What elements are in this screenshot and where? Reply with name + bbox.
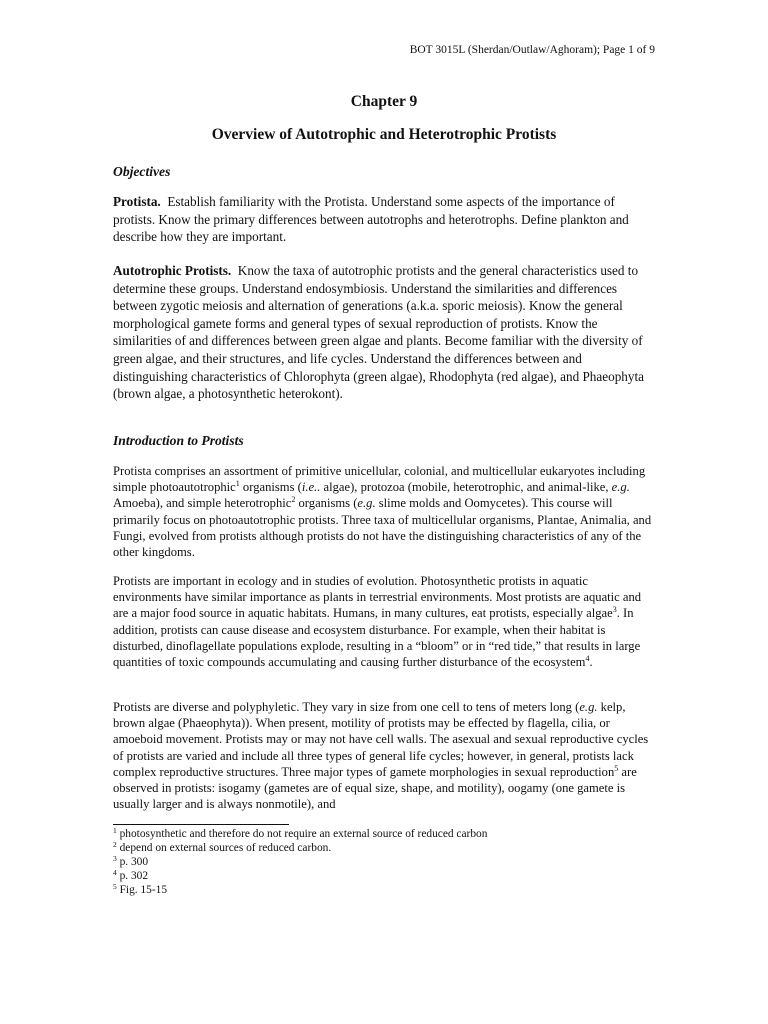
intro-paragraph-3 [113, 699, 653, 812]
p1-eg-2: e.g. [357, 496, 376, 511]
protista-paragraph [113, 193, 653, 246]
footnote-2: $^2$ depend on external sources of reduced carbon. [113, 839, 332, 854]
footnote-1: $^1$ photosynthetic and therefore do not require an external source of reduced carbon [113, 826, 488, 840]
autotrophic-text: Know the taxa of autotrophic protists and the general characteristics used to determine these groups. Understand endosymbiosis. Understand the similarities and differences between zygotic meiosis and alternation of generations (a.k.a. sporic meiosis). Know the general morphological gamete forms and general types of sexual reproduction of protists. Know the similarities of and differences between green algae and plants. Become familiar with the diversity of green algae, and their structures, and life cycles. Understand the differences between and distinguishing characteristics of Chlorophyta (green algae), Rhodophyta (red algae), and Phaeophyta (brown algae, a photosynthetic heterokont). [113, 263, 644, 402]
p3-text-a: Protists are diverse and polyphyletic. They vary in size from one cell to tens of meters long ( [113, 700, 580, 714]
autotrophic-label: Autotrophic Protists. [113, 263, 232, 278]
p1-ie: i.e.. [301, 480, 321, 495]
footnote-ref-4: 4 [585, 654, 590, 664]
intro-heading-block [113, 432, 653, 450]
footnote-ref-2: 2 [291, 495, 296, 505]
footnote-ref-3: 3 [612, 605, 617, 615]
p2-text-a: Protists are important in ecology and in studies of evolution. Photosynthetic protists in aquatic environments have similar importance as plants in terrestrial environments. Most protists are aquatic and are a major food source in aquatic habitats. Humans, in many cultures, eat protists, especially algae [113, 574, 642, 621]
p1-text-f: slime molds and Oomycetes). This course will primarily focus on photoautotrophic protists. Three taxa of multicellular organisms, Plantae, Animalia, and Fungi, evolved from protists although protists do not have the distinguishing characteristics of any of the other kingdoms. [113, 496, 652, 560]
autotrophic-objective [113, 262, 653, 403]
objectives-section [113, 163, 653, 181]
footnote-divider [113, 824, 289, 825]
p3-text-b: kelp, brown algae (Phaeophyta)). When present, motility of protists may be effected by flagella, cilia, or amoeboid movement. Protists may or may not have cell walls. The asexual and sexual reproductive cycles of protists are varied and include all three types of general life cycles; however, in general, protists lack complex reproductive structures. Three major types of gamete morphologies in sexual reproduction [113, 700, 649, 779]
p3-text-c: are observed in protists: isogamy (gametes are of equal size, shape, and motility), oogamy (one gamete is usually larger and is always nonmotile), and [113, 764, 637, 812]
intro-heading: Introduction to Protists [113, 433, 244, 448]
footnote-3: $^3$ p. 300 [113, 853, 149, 868]
footnote-4: $^4$ p. 302 [113, 867, 149, 882]
footnote-5: $^5$ Fig. 15-15 [113, 881, 168, 896]
protista-text: Establish familiarity with the Protista. Understand some aspects of the importance of protists. Know the primary differences between autotrophs and heterotrophs. Define plankton and describe how they are important. [113, 194, 629, 245]
p1-text-d: Amoeba), and simple heterotrophic [113, 496, 292, 511]
page-header: BOT 3015L (Sherdan/Outlaw/Aghoram); Page 1 of 9 [409, 44, 655, 56]
p3-eg: e.g. [579, 700, 598, 714]
p1-text-c: algae), protozoa (mobile, heterotrophic, and animal-like, [320, 480, 612, 495]
footnotes [113, 828, 487, 898]
p1-text-a: Protista comprises an assortment of primitive unicellular, colonial, and multicellular eukaryotes including simple photoautotrophic [113, 464, 646, 495]
p1-text-e: organisms ( [295, 496, 358, 511]
chapter-title: Overview of Autotrophic and Heterotrophic Protists [211, 126, 557, 143]
p2-text-c: . [589, 655, 593, 670]
footnote-ref-1: 1 [235, 479, 240, 489]
protista-label: Protista. [113, 194, 161, 209]
chapter-number: Chapter 9 [350, 93, 418, 110]
p2-text-b: . In addition, protists can cause disease and ecosystem disturbance. For example, when their habitat is disturbed, dinoflagellate populations explode, resulting in a “bloom” or in “red tide,” that results in large quantities of toxic compounds accumulating and causing further disturbance of the ecosystem [113, 606, 641, 670]
footnote-ref-5: 5 [614, 763, 619, 773]
intro-paragraph-2 [113, 573, 653, 670]
p1-eg-1: e.g. [611, 480, 630, 495]
intro-paragraph-1 [113, 463, 653, 560]
objectives-heading: Objectives [113, 164, 171, 179]
p1-text-b: organisms ( [239, 480, 302, 495]
autotrophic-paragraph [113, 262, 653, 403]
protista-objective [113, 193, 653, 246]
